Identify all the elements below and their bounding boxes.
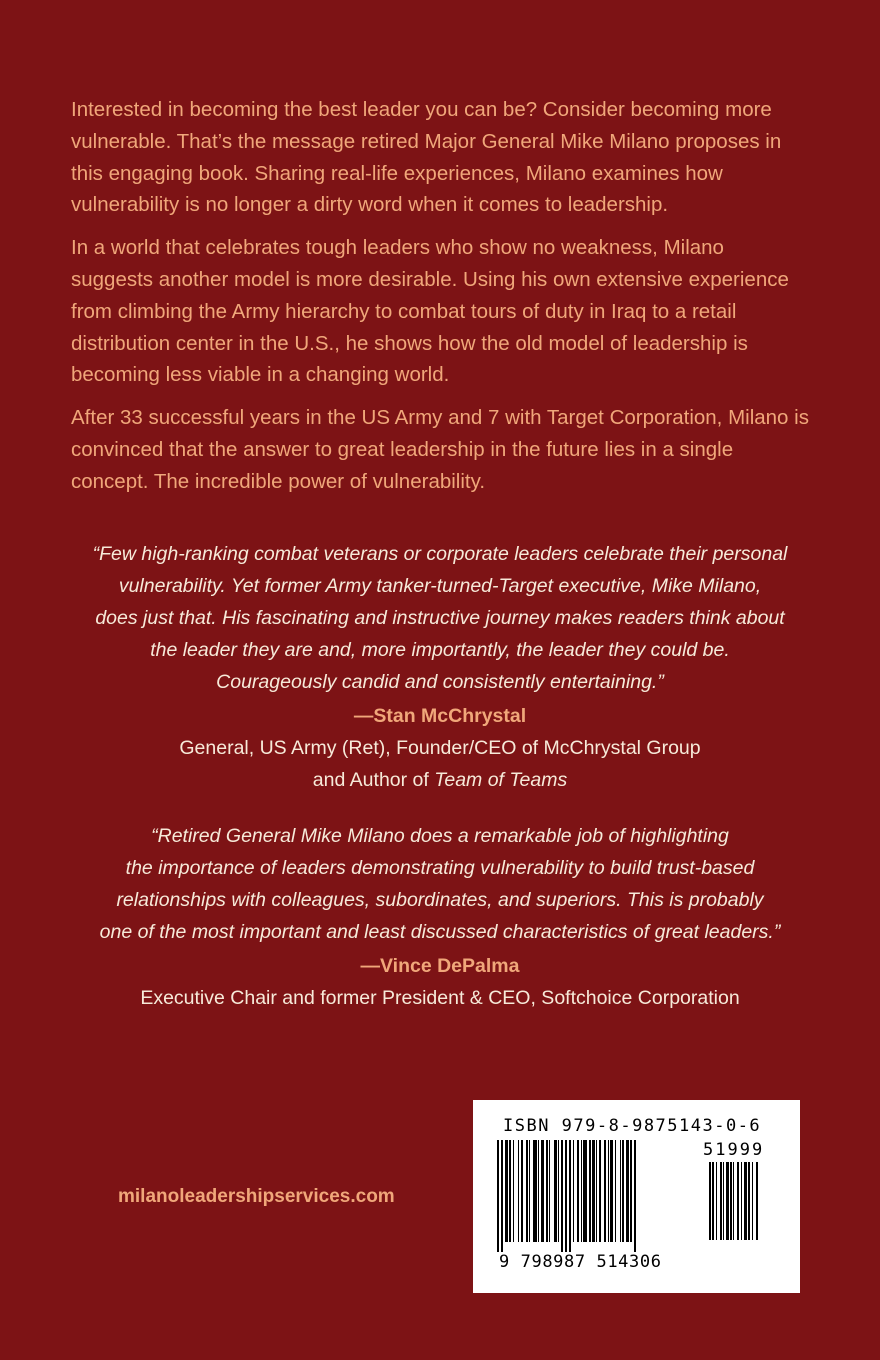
description-paragraph-3: After 33 successful years in the US Army and 7 with Target Corporation, Milano is convinced that the answer to great leadership in the future lies in a single concept. The incredible power of vulnerability. <box>71 406 809 493</box>
book-description <box>71 94 811 509</box>
barcode-bar <box>726 1162 729 1240</box>
barcode-bar <box>581 1140 582 1242</box>
endorsement-mcchrystal <box>60 538 820 796</box>
barcode-bar <box>583 1140 587 1242</box>
endorsement-quote-line: “Few high-ranking combat veterans or corporate leaders celebrate their personal <box>92 543 788 565</box>
endorsement-depalma <box>60 820 820 1014</box>
barcode-bar <box>723 1162 724 1240</box>
barcode-bar <box>501 1140 503 1252</box>
isbn-label: ISBN 979-8-9875143-0-6 <box>503 1116 762 1136</box>
barcode-bar <box>529 1140 530 1242</box>
addon-barcode-bars <box>709 1162 775 1250</box>
endorsement-quote-line: Courageously candid and consistently entertaining.” <box>216 671 664 693</box>
endorsement-author: —Stan McChrystal <box>353 705 527 727</box>
endorsement-author-title: Executive Chair and former President & CEO, Softchoice Corporation <box>140 987 740 1009</box>
barcode-bar <box>505 1140 508 1242</box>
isbn-barcode <box>473 1100 800 1293</box>
barcode-bar <box>521 1140 523 1242</box>
barcode-bar <box>549 1140 550 1242</box>
endorsement-author-title: General, US Army (Ret), Founder/CEO of McChrystal Group <box>179 737 701 759</box>
endorsement-quote-line: the leader they are and, more importantly, the leader they could be. <box>150 639 730 661</box>
barcode-bar <box>509 1140 511 1242</box>
endorsement-quote-line: one of the most important and least discussed characteristics of great leaders.” <box>99 921 781 943</box>
endorsement-author: —Vince DePalma <box>360 955 520 977</box>
barcode-bar <box>526 1140 528 1242</box>
barcode-bar <box>622 1140 624 1242</box>
barcode-bar <box>497 1140 499 1252</box>
barcode-bar <box>716 1162 717 1240</box>
price-code: 51999 <box>703 1140 765 1160</box>
barcode-bar <box>615 1140 616 1242</box>
barcode-bar <box>513 1140 514 1242</box>
barcode-bar <box>573 1140 574 1242</box>
barcode-bar <box>720 1162 722 1240</box>
barcode-bar <box>604 1140 606 1242</box>
barcode-bar <box>733 1162 734 1240</box>
endorsement-quote-line: “Retired General Mike Milano does a remarkable job of highlighting <box>151 825 729 847</box>
book-title: Team of Teams <box>434 769 568 791</box>
barcode-bar <box>589 1140 591 1242</box>
barcode-bar <box>533 1140 537 1242</box>
endorsement-quote-line: relationships with colleagues, subordinates, and superiors. This is probably <box>116 889 764 911</box>
main-barcode-bars <box>497 1140 697 1252</box>
barcode-bar <box>748 1162 750 1240</box>
barcode-bar <box>541 1140 544 1242</box>
barcode-bar <box>596 1140 597 1242</box>
barcode-bar <box>538 1140 539 1242</box>
barcode-bar <box>592 1140 595 1242</box>
description-paragraph-2: In a world that celebrates tough leaders who show no weakness, Milano suggests another model is more desirable. Using his own extensive experience from climbing the Army hierarchy to combat tours of duty in Iraq to a retail distribution center in the U.S., he shows how the old model of leadership is becoming less viable in a changing world. <box>71 236 789 387</box>
barcode-bar <box>554 1140 557 1242</box>
barcode-bar <box>744 1162 747 1240</box>
barcode-bar <box>565 1140 567 1252</box>
barcode-bar <box>620 1140 621 1242</box>
barcode-bar <box>546 1140 548 1242</box>
barcode-bar <box>752 1162 753 1240</box>
barcode-bar <box>626 1140 629 1242</box>
barcode-bar <box>561 1140 563 1252</box>
barcode-bar <box>709 1162 711 1240</box>
barcode-bar <box>741 1162 742 1240</box>
barcode-bar <box>630 1140 632 1242</box>
barcode-digits: 9 798987 514306 <box>499 1252 662 1272</box>
barcode-bar <box>569 1140 571 1252</box>
barcode-bar <box>737 1162 739 1240</box>
barcode-bar <box>518 1140 519 1242</box>
barcode-bar <box>712 1162 714 1240</box>
barcode-bar <box>756 1162 758 1240</box>
barcode-bar <box>608 1140 609 1242</box>
endorsement-quote-line: does just that. His fascinating and instructive journey makes readers think about <box>95 607 785 629</box>
barcode-bar <box>577 1140 579 1242</box>
description-paragraph-1: Interested in becoming the best leader you can be? Consider becoming more vulnerable. That’s the message retired Major General Mike Milano proposes in this engaging book. Sharing real-life experiences, Milano examines how vulnerability is no longer a dirty word when it comes to leadership. <box>71 98 782 217</box>
barcode-bar <box>730 1162 732 1240</box>
endorsement-quote-line: the importance of leaders demonstrating vulnerability to build trust-based <box>125 857 755 879</box>
barcode-bar <box>558 1140 559 1242</box>
endorsement-author-title-2 <box>60 764 820 796</box>
barcode-bar <box>610 1140 613 1242</box>
website-link[interactable]: milanoleadershipservices.com <box>118 1186 395 1207</box>
barcode-bar <box>599 1140 601 1242</box>
barcode-bar <box>634 1140 636 1252</box>
title-prefix: and Author of <box>312 769 435 791</box>
endorsement-quote-line: vulnerability. Yet former Army tanker-turned-Target executive, Mike Milano, <box>118 575 762 597</box>
